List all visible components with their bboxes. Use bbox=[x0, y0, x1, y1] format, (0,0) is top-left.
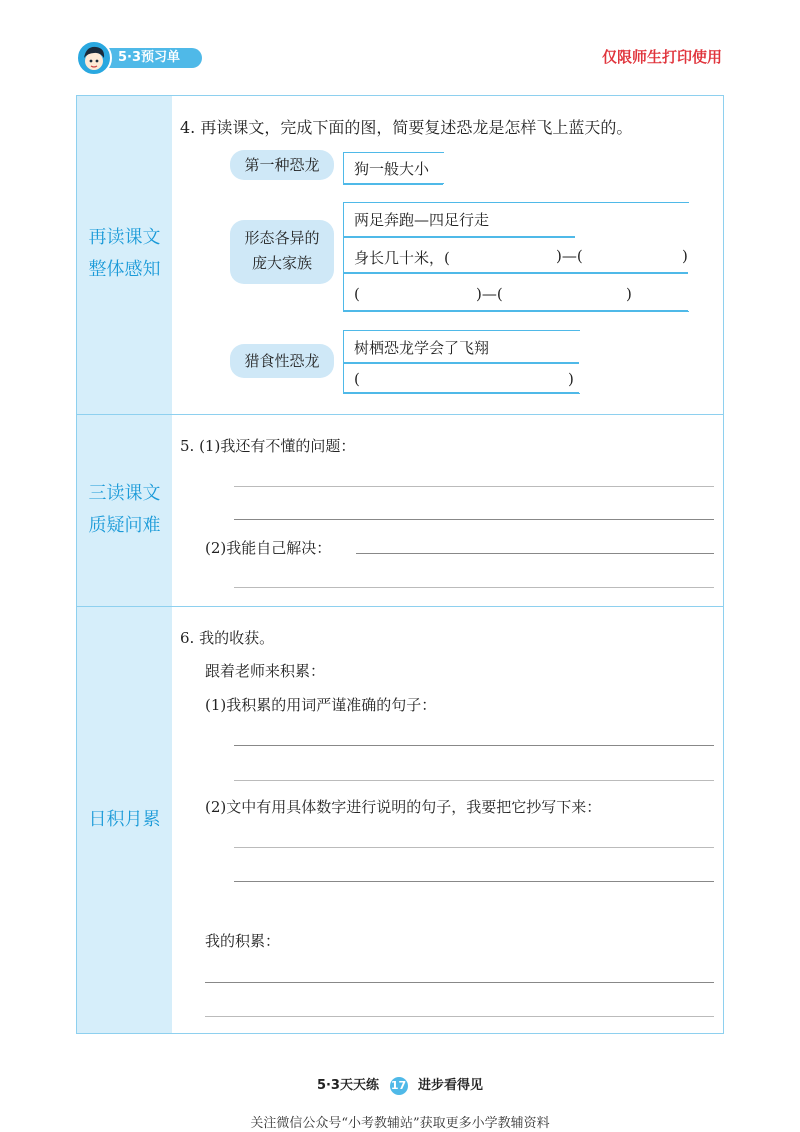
answer-line[interactable] bbox=[234, 519, 714, 520]
answer-line[interactable] bbox=[234, 745, 714, 746]
footer-right: 进步看得见 bbox=[418, 1078, 484, 1093]
mascot-icon bbox=[76, 40, 112, 76]
row-divider bbox=[77, 414, 723, 415]
q6-prompt: 6. 我的收获。 bbox=[180, 629, 275, 647]
q6-mine: 我的积累： bbox=[205, 932, 281, 950]
diagram-label-line: 形态各异的 bbox=[244, 229, 320, 247]
diagram-blank-end: ) bbox=[626, 285, 632, 303]
answer-line[interactable] bbox=[205, 1016, 714, 1017]
diagram-line bbox=[343, 236, 575, 238]
answer-line[interactable] bbox=[356, 553, 714, 554]
row-divider bbox=[77, 606, 723, 607]
diagram-item: 两足奔跑—四足行走 bbox=[354, 211, 490, 229]
page-number: 17 bbox=[390, 1077, 408, 1095]
answer-line[interactable] bbox=[234, 881, 714, 882]
diagram-line bbox=[343, 310, 688, 312]
diagram-blank-separator: )—( bbox=[476, 285, 503, 303]
footer-left: 5·3天天练 bbox=[316, 1078, 379, 1093]
diagram-label-first-dinosaur: 第一种恐龙 bbox=[230, 150, 334, 180]
section-title-line: 日积月累 bbox=[88, 809, 161, 830]
print-notice: 仅限师生打印使用 bbox=[601, 48, 722, 66]
diagram-line bbox=[343, 272, 688, 274]
answer-line[interactable] bbox=[234, 587, 714, 588]
diagram-blank-end: ) bbox=[568, 370, 574, 388]
q4-prompt: 4. 再读课文，完成下面的图，简要复述恐龙是怎样飞上蓝天的。 bbox=[180, 118, 633, 137]
diagram-line bbox=[343, 392, 579, 394]
diagram-item: 身长几十米，( bbox=[354, 249, 450, 267]
badge-label: 5·3预习单 bbox=[92, 48, 202, 68]
section-title-third-read bbox=[77, 478, 172, 542]
bottom-note: 关注微信公众号“小考教辅站”获取更多小学教辅资料 bbox=[250, 1116, 550, 1131]
diagram-blank-start: ( bbox=[354, 370, 360, 388]
diagram-label-line: 庞大家族 bbox=[251, 254, 312, 272]
section-title-line: 再读课文 bbox=[88, 227, 161, 248]
answer-line[interactable] bbox=[234, 780, 714, 781]
answer-line[interactable] bbox=[205, 982, 714, 983]
diagram-blank-start: ( bbox=[354, 285, 360, 303]
section-title-accumulate bbox=[77, 804, 172, 836]
diagram-blank-separator: )—( bbox=[556, 247, 583, 265]
q6-line1: 跟着老师来积累： bbox=[205, 662, 326, 680]
q6-sub1: (1)我积累的用词严谨准确的句子： bbox=[205, 696, 437, 714]
section-title-reread bbox=[77, 222, 172, 286]
diagram-line bbox=[343, 183, 443, 185]
page-footer bbox=[0, 1074, 800, 1095]
diagram-item: 树栖恐龙学会了飞翔 bbox=[354, 339, 490, 357]
diagram-label-big-family bbox=[230, 220, 334, 284]
section-title-line: 整体感知 bbox=[88, 259, 161, 280]
q5-prompt: 5. (1)我还有不懂的问题： bbox=[180, 437, 356, 455]
diagram-blank-end: ) bbox=[682, 247, 688, 265]
answer-line[interactable] bbox=[234, 486, 714, 487]
q5-sub2: (2)我能自己解决： bbox=[205, 539, 332, 557]
q6-sub2: (2)文中有用具体数字进行说明的句子，我要把它抄写下来： bbox=[205, 798, 602, 816]
section-title-line: 三读课文 bbox=[88, 483, 161, 504]
section-title-line: 质疑问难 bbox=[88, 515, 161, 536]
answer-line[interactable] bbox=[234, 847, 714, 848]
diagram-item: 狗一般大小 bbox=[354, 160, 430, 178]
header-badge bbox=[76, 40, 204, 74]
diagram-label-predator: 猎食性恐龙 bbox=[230, 344, 334, 378]
diagram-line bbox=[343, 362, 579, 364]
